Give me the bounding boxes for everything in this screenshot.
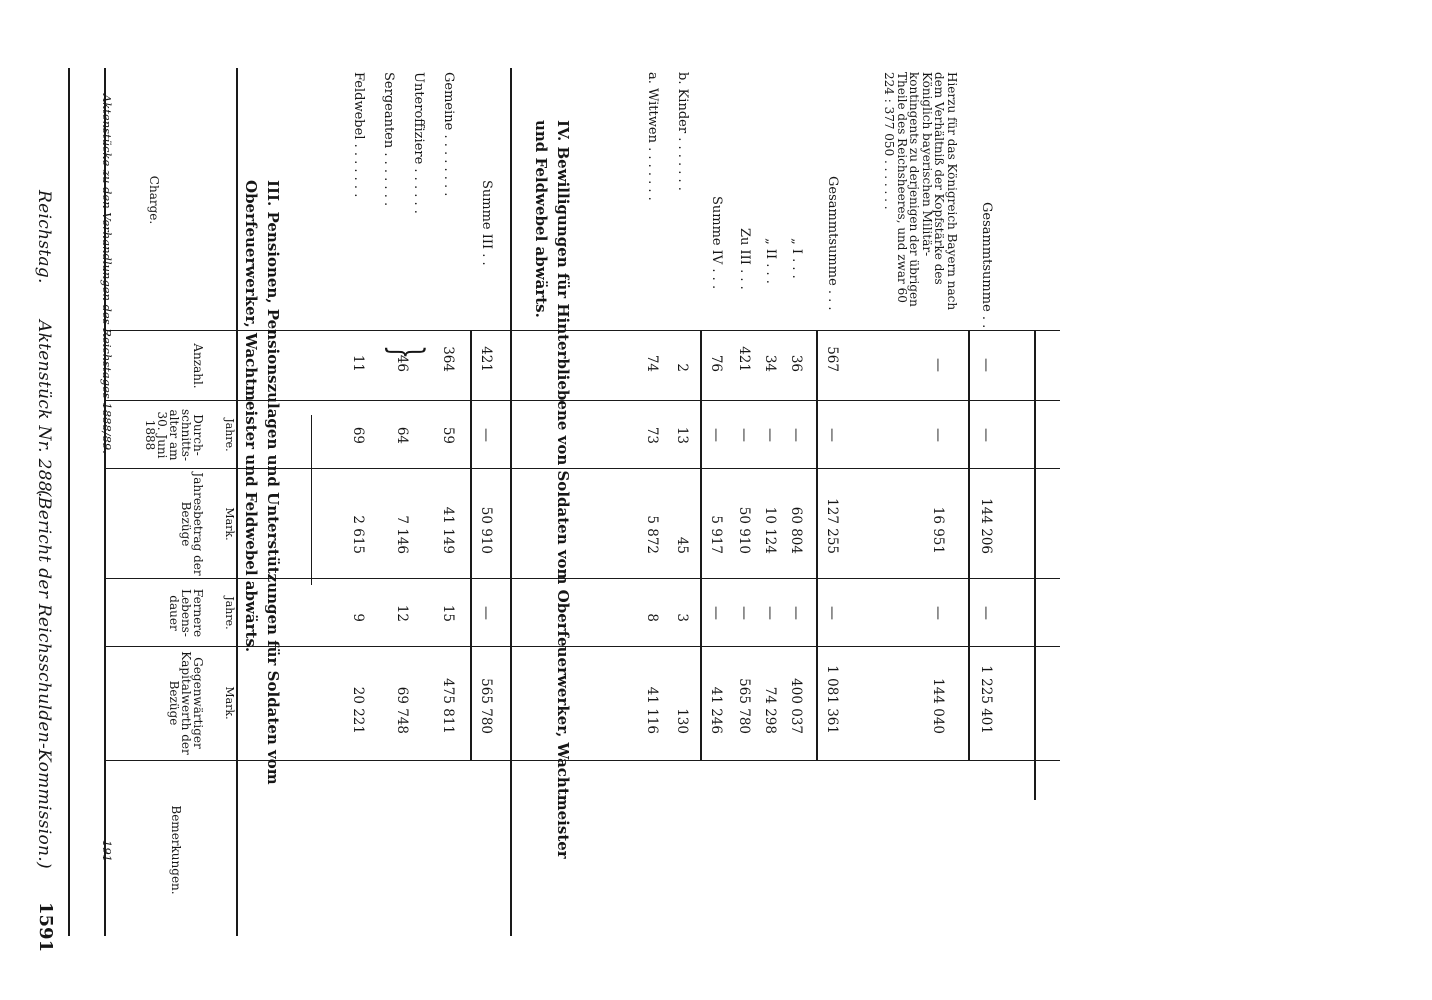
col-header-count: Anzahl. — [191, 343, 205, 389]
dfg-side-banner — [0, 600, 20, 1000]
table-bottom-rule — [1034, 330, 1036, 800]
row-annual: 2 615 — [350, 515, 366, 554]
row-life: 15 — [440, 604, 456, 622]
carry-age: — — [762, 428, 778, 442]
row-label: Sergeanten . . . . . . . — [381, 72, 396, 207]
grand-total-capital: 1 225 401 — [978, 665, 994, 734]
note-annual: 16 951 — [930, 506, 946, 554]
row-life: 3 — [674, 613, 690, 622]
carry-annual: 60 804 — [788, 506, 804, 554]
sum-iii-age: — — [478, 428, 494, 442]
total-age: — — [824, 428, 840, 442]
header-center: Aktenstück Nr. 288. — [34, 320, 54, 498]
sum-iii-label: Summe III . . — [479, 180, 494, 266]
col-header-remarks: Bemerkungen. — [169, 805, 183, 895]
sum-iii-annual: 50 910 — [478, 506, 494, 554]
row-annual: 5 872 — [644, 515, 660, 554]
grand-total-age: — — [978, 428, 994, 442]
carry-count: 36 — [788, 354, 804, 372]
row-capital: 130 — [674, 708, 690, 734]
grand-total-life: — — [978, 606, 994, 620]
total-count: 567 — [824, 346, 840, 372]
carry-age: — — [788, 428, 804, 442]
row-label: Unteroffiziere . . . . . . — [411, 72, 426, 214]
row-annual: 41 149 — [440, 506, 456, 554]
bavaria-note: Hierzu für das Königreich Bayern nach dem Verhältniß der Kopfstärke des Königlich bayerischen Militär-kontingents zu derjenigen der übrigen Theile des Reichsheeres, und zwar 60 224 : 377 050 . . . . . . . — [882, 72, 959, 311]
brace: } — [381, 345, 432, 359]
carry-label: Zu III . . . — [737, 228, 752, 290]
carry-life: — — [762, 606, 778, 620]
section-iv-title: IV. Bewilligungen für Hinterbliebene von Soldaten vom Oberfeuerwerker, Wachtmeister und Feldwebel abwärts. — [532, 120, 572, 859]
carry-annual: 50 910 — [736, 506, 752, 554]
row-capital: 69 748 — [394, 686, 410, 734]
sum-iv-annual: 5 917 — [708, 515, 724, 554]
section-iii-bottom-rule — [510, 68, 512, 936]
header-right: (Bericht der Reichsschulden-Kommission.) — [34, 490, 54, 869]
row-label: a. Wittwen . . . . . . . — [645, 72, 660, 201]
sum-iii-life: — — [478, 606, 494, 620]
footer-page: 191 — [100, 840, 114, 862]
row-age: 64 — [394, 426, 410, 444]
carry-age: — — [736, 428, 752, 442]
grand-total-label: Gesammtsumme . . — [979, 202, 994, 329]
row-count: 46 — [394, 354, 410, 372]
row-life: 9 — [350, 613, 366, 622]
table-header-bottom-rule — [237, 68, 239, 936]
carry-capital: 565 780 — [736, 678, 752, 734]
sum-iv-age: — — [708, 428, 724, 442]
carry-count: 34 — [762, 354, 778, 372]
sum-iv-life: — — [708, 606, 724, 620]
footer-left: Aktenstücke zu den Verhandlungen des Reichstages 1888/89. — [100, 94, 114, 454]
col-header-avg-age: Durch-schnitts-alter am 30. Juni 1888 — [143, 408, 205, 462]
row-count: 74 — [644, 354, 660, 372]
note-count: — — [930, 358, 946, 372]
total-annual: 127 255 — [824, 498, 840, 554]
row-annual: 45 — [674, 536, 690, 554]
total-capital: 1 081 361 — [824, 665, 840, 734]
note-capital: 144 040 — [930, 678, 946, 734]
row-count: 11 — [350, 354, 366, 372]
header-left: Reichstag. — [34, 190, 54, 284]
grand-total-rule — [969, 330, 971, 760]
sum-iv-label: Summe IV . . . — [709, 196, 724, 290]
row-life: 12 — [394, 604, 410, 622]
carry-capital: 74 298 — [762, 686, 778, 734]
section-iii-title: III. Pensionen, Pensionszulagen und Unterstützungen für Soldaten vom Oberfeuerwerker, Wachtmeister und Feldwebel abwärts. — [242, 180, 282, 785]
row-age: 59 — [440, 426, 456, 444]
unit-life: Jahre. — [223, 596, 236, 630]
grand-total-count: — — [978, 358, 994, 372]
row-capital: 475 811 — [440, 678, 456, 734]
sum-iii-capital: 565 780 — [478, 678, 494, 734]
row-label: Gemeine . . . . . . . . — [441, 72, 456, 197]
unit-capital: Mark. — [223, 686, 236, 720]
row-count: 2 — [674, 363, 690, 372]
sum-iii-rule — [471, 330, 473, 760]
page-number: 1591 — [35, 902, 56, 953]
row-label: Feldwebel . . . . . . . — [351, 72, 366, 198]
row-life: 8 — [644, 613, 660, 622]
carry-capital: 400 037 — [788, 678, 804, 734]
col-header-annual: Jahresbetrag der Bezüge — [179, 472, 205, 576]
sum-iv-capital: 41 246 — [708, 686, 724, 734]
row-capital: 20 221 — [350, 686, 366, 734]
col-header-capital: Gegenwärtiger Kapitalwerth der Bezüge — [167, 651, 205, 755]
note-life: — — [930, 606, 946, 620]
carry-annual: 10 124 — [762, 506, 778, 554]
carry-label: „ II . . . — [763, 238, 778, 284]
sum-iii-count: 421 — [478, 346, 494, 372]
carry-count: 421 — [736, 346, 752, 372]
row-capital: 41 116 — [644, 686, 660, 734]
separator-mark — [311, 415, 312, 585]
total-rule — [817, 330, 819, 760]
unit-annual: Mark. — [223, 507, 236, 541]
grand-total-annual: 144 206 — [978, 498, 994, 554]
carry-life: — — [788, 606, 804, 620]
col-header-life: Fernere Lebens-dauer — [167, 588, 205, 638]
note-age: — — [930, 428, 946, 442]
sum-iv-count: 76 — [708, 354, 724, 372]
unit-avg-age: Jahre. — [223, 418, 236, 452]
row-annual: 7 146 — [394, 515, 410, 554]
col-header-charge: Charge. — [147, 175, 161, 225]
row-age: 73 — [644, 426, 660, 444]
sum-iv-rule — [701, 330, 703, 760]
row-count: 364 — [440, 346, 456, 372]
total-life: — — [824, 606, 840, 620]
row-label: b. Kinder . . . . . . . — [675, 72, 690, 191]
carry-label: „ I . . . — [789, 238, 804, 279]
total-label: Gesammtsumme . . . — [825, 176, 840, 311]
row-age: 13 — [674, 426, 690, 444]
carry-life: — — [736, 606, 752, 620]
row-age: 69 — [350, 426, 366, 444]
header-rule — [69, 68, 71, 936]
